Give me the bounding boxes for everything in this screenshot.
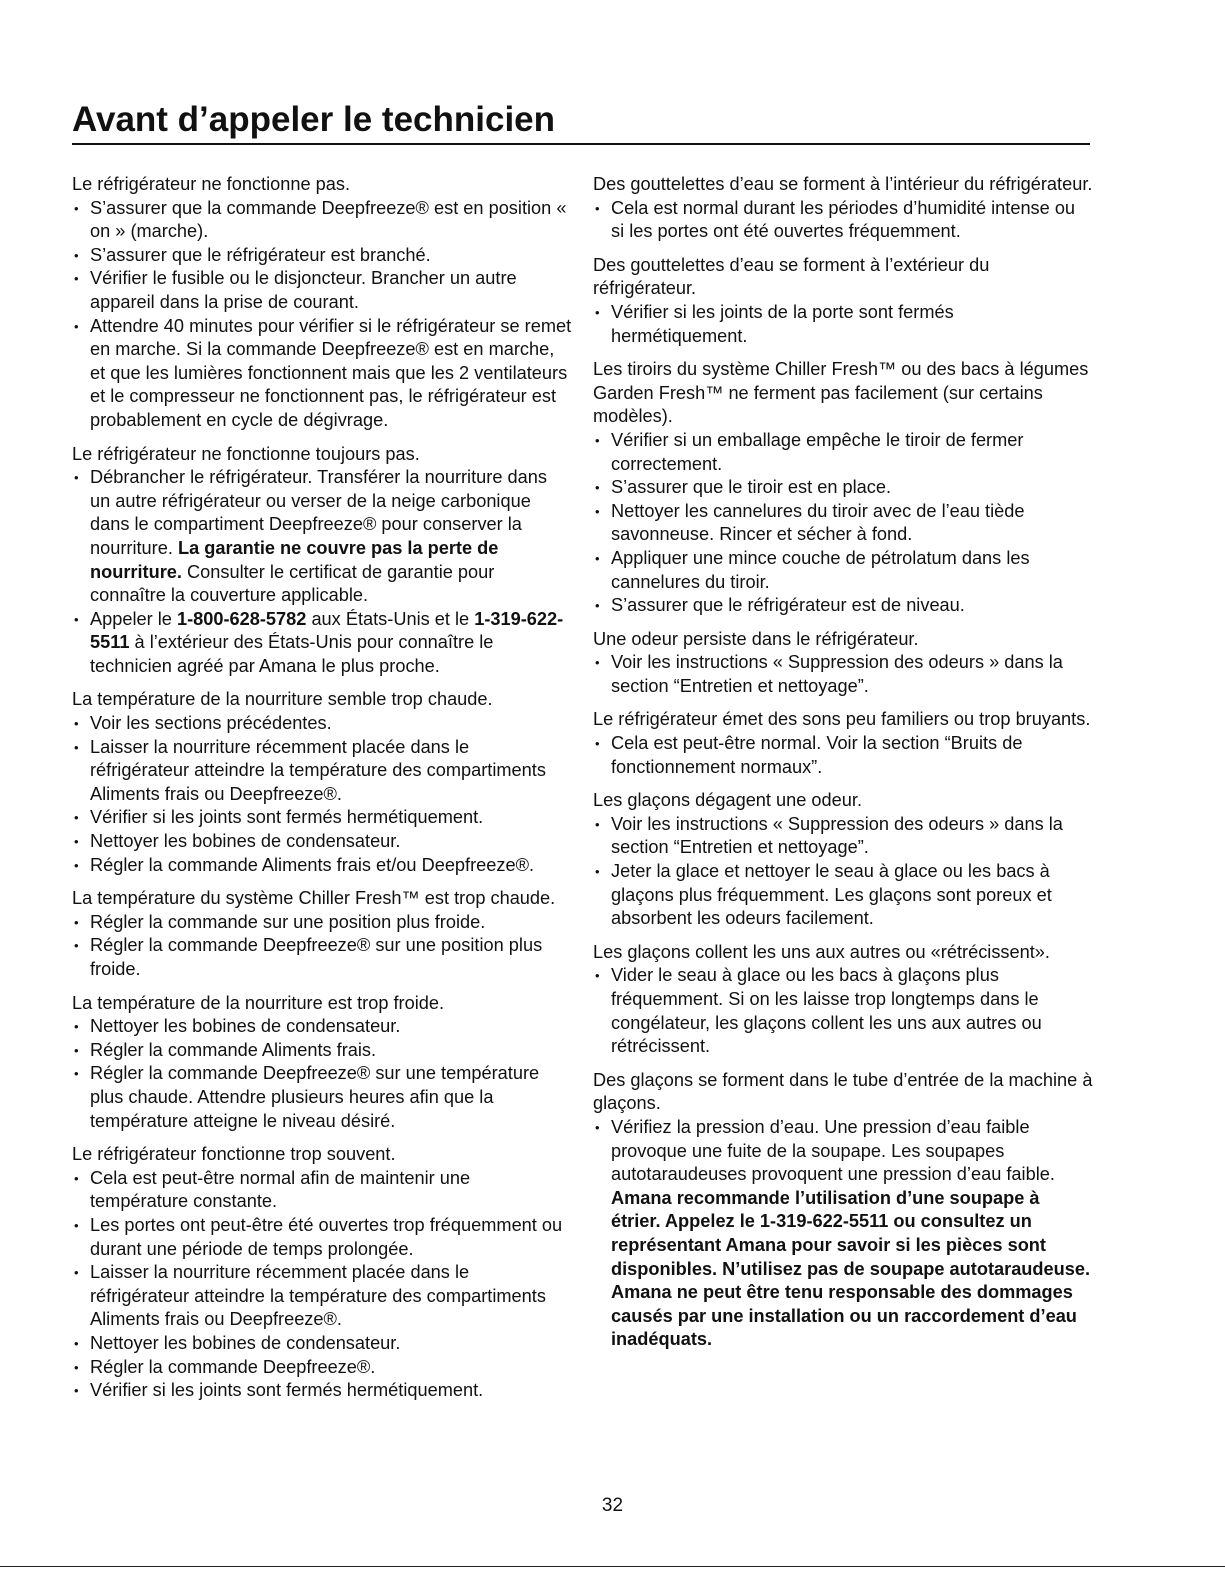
section-heading: Des gouttelettes d’eau se forment à l’intérieur du réfrigérateur. xyxy=(593,174,1093,194)
bold-text: 1-319-622-5511 xyxy=(90,608,564,653)
bottom-rule xyxy=(0,1566,1225,1567)
text-segment: Cela est peut-être normal. Voir la section “Bruits de fonctionnement normaux”. xyxy=(611,733,1023,777)
text-segment: Appliquer une mince couche de pétrolatum dans les cannelures du tiroir. xyxy=(611,547,1030,592)
troubleshooting-section xyxy=(593,358,1093,618)
bullet-list xyxy=(593,429,1093,618)
bullet-list xyxy=(72,197,572,433)
bold-text: 1-800-628-5782 xyxy=(176,608,307,629)
bullet-list xyxy=(593,964,1093,1058)
list-item xyxy=(593,500,1093,547)
text-segment: Régler la commande Deepfreeze®. xyxy=(90,1356,376,1377)
troubleshooting-section xyxy=(72,1143,572,1403)
list-item xyxy=(72,608,572,679)
text-segment: Voir les sections précédentes. xyxy=(90,713,332,734)
title-rule xyxy=(72,143,1090,145)
text-segment: Vérifier si un emballage empêche le tiroir de fermer correctement. xyxy=(611,429,1024,474)
bullet-list xyxy=(72,712,572,877)
bold-text: La garantie ne couvre pas la perte de nourriture. xyxy=(90,537,499,582)
bullet-list xyxy=(72,911,572,982)
bold-text: Amana recommande l’utilisation d’une soupape à étrier. Appelez le 1-319-622-5511 ou consultez un représentant Amana pour savoir si les pièces sont disponibles. N’utilisez pas de soupape autotaraudeuse. Amana ne peut être tenu responsable des dommages causés par une installation ou un raccordement d’eau inadéquats. xyxy=(611,1187,1091,1350)
section-heading: Le réfrigérateur émet des sons peu familiers ou trop bruyants. xyxy=(593,709,1091,730)
list-item xyxy=(72,244,572,268)
list-item xyxy=(593,651,1093,698)
text-segment: S’assurer que le tiroir est en place. xyxy=(611,477,892,498)
section-heading: Le réfrigérateur fonctionne trop souvent. xyxy=(72,1144,396,1165)
text-segment: Régler la commande Aliments frais et/ou Deepfreeze®. xyxy=(90,854,535,875)
section-heading: Le réfrigérateur ne fonctionne pas. xyxy=(72,174,351,194)
troubleshooting-section xyxy=(72,443,572,679)
troubleshooting-section xyxy=(593,789,1093,931)
section-heading: Les tiroirs du système Chiller Fresh™ ou des bacs à légumes Garden Fresh™ ne ferment pas facilement (sur certains modèles). xyxy=(593,359,1089,427)
list-item xyxy=(72,911,572,935)
list-item xyxy=(72,712,572,736)
text-segment: Vérifiez la pression d’eau. Une pression d’eau faible provoque une fuite de la soupape. Les soupapes autotaraudeuses provoquent une pression d’eau faible. xyxy=(611,1116,1055,1185)
troubleshooting-section xyxy=(593,173,1093,244)
text-segment: Vider le seau à glace ou les bacs à glaçons plus fréquemment. Si on les laisse trop longtemps dans le congélateur, les glaçons collent les uns aux autres ou rétrécissent. xyxy=(611,965,1042,1057)
list-item xyxy=(593,860,1093,931)
text-segment: aux États-Unis et le xyxy=(306,608,475,629)
text-segment: Consulter le certificat de garantie pour connaître la couverture applicable. xyxy=(90,561,495,606)
text-segment: S’assurer que le réfrigérateur est branché. xyxy=(90,244,431,265)
text-segment: S’assurer que le réfrigérateur est de niveau. xyxy=(611,595,965,616)
list-item xyxy=(593,301,1093,348)
text-segment: Vérifier le fusible ou le disjoncteur. Brancher un autre appareil dans la prise de courant. xyxy=(90,268,517,312)
text-segment: Laisser la nourriture récemment placée dans le réfrigérateur atteindre la température des compartiments Aliments frais ou Deepfreeze®. xyxy=(90,1262,546,1330)
troubleshooting-section xyxy=(72,887,572,981)
list-item xyxy=(593,476,1093,500)
text-segment: Vérifier si les joints sont fermés hermétiquement. xyxy=(90,807,484,828)
text-segment: Jeter la glace et nettoyer le seau à glace ou les bacs à glaçons plus fréquemment. Les glaçons sont poreux et absorbent les odeurs facilement. xyxy=(611,861,1052,929)
list-item xyxy=(72,1214,572,1261)
text-segment: Régler la commande sur une position plus froide. xyxy=(90,911,486,932)
page-title: Avant d’appeler le technicien xyxy=(72,100,556,139)
bullet-list xyxy=(593,301,1093,348)
section-heading: Des gouttelettes d’eau se forment à l’extérieur du réfrigérateur. xyxy=(593,254,990,299)
list-item xyxy=(72,1379,572,1403)
section-heading: Les glaçons dégagent une odeur. xyxy=(593,790,862,811)
text-segment: Débrancher le réfrigérateur. Transférer la nourriture dans un autre réfrigérateur ou verser de la neige carbonique dans le compartiment Deepfreeze® pour conserver la nourriture. xyxy=(90,467,547,558)
text-segment: S’assurer que la commande Deepfreeze® est en position « on » (marche). xyxy=(90,197,567,242)
text-segment: Nettoyer les cannelures du tiroir avec de l’eau tiède savonneuse. Rincer et sécher à fond. xyxy=(611,500,1025,545)
list-item xyxy=(593,964,1093,1058)
text-segment: Régler la commande Deepfreeze® sur une température plus chaude. Attendre plusieurs heures afin que la température atteigne le niveau désiré. xyxy=(90,1063,540,1131)
text-segment: Appeler le xyxy=(90,608,177,629)
text-segment: Voir les instructions « Suppression des odeurs » dans la section “Entretien et nettoyage”. xyxy=(611,813,1063,858)
text-segment: Nettoyer les bobines de condensateur. xyxy=(90,1016,401,1037)
bullet-list xyxy=(593,651,1093,698)
text-segment: Les portes ont peut-être été ouvertes trop fréquemment ou durant une période de temps prolongée. xyxy=(90,1214,563,1259)
bullet-list xyxy=(593,1116,1093,1352)
list-item xyxy=(72,1039,572,1063)
section-heading: Des glaçons se forment dans le tube d’entrée de la machine à glaçons. xyxy=(593,1069,1093,1114)
list-item xyxy=(72,197,572,244)
text-segment: Cela est normal durant les périodes d’humidité intense ou si les portes ont été ouvertes fréquemment. xyxy=(611,197,1076,242)
list-item xyxy=(593,429,1093,476)
section-heading: La température de la nourriture semble trop chaude. xyxy=(72,689,493,710)
text-segment: à l’extérieur des États-Unis pour connaître le technicien agréé par Amana le plus proche. xyxy=(90,632,494,676)
section-heading: Le réfrigérateur ne fonctionne toujours pas. xyxy=(72,443,420,464)
list-item xyxy=(593,197,1093,244)
text-segment: Cela est peut-être normal afin de maintenir une température constante. xyxy=(90,1167,471,1212)
section-heading: Une odeur persiste dans le réfrigérateur. xyxy=(593,628,919,649)
bullet-list xyxy=(593,732,1093,779)
text-segment: Voir les instructions « Suppression des odeurs » dans la section “Entretien et nettoyage”. xyxy=(611,652,1063,696)
list-item xyxy=(72,1332,572,1356)
text-segment: Nettoyer les bobines de condensateur. xyxy=(90,831,401,852)
troubleshooting-section xyxy=(593,708,1093,779)
text-segment: Régler la commande Deepfreeze® sur une position plus froide. xyxy=(90,935,543,979)
list-item xyxy=(72,466,572,608)
text-segment: Vérifier si les joints de la porte sont fermés hermétiquement. xyxy=(611,301,954,346)
bullet-list xyxy=(593,813,1093,931)
list-item xyxy=(72,1015,572,1039)
bullet-list xyxy=(72,466,572,678)
left-column xyxy=(72,173,572,1413)
list-item xyxy=(72,1356,572,1380)
right-column xyxy=(593,173,1093,1362)
section-heading: La température de la nourriture est trop froide. xyxy=(72,992,445,1013)
bullet-list xyxy=(72,1167,572,1403)
list-item xyxy=(593,1116,1093,1352)
troubleshooting-section xyxy=(72,173,572,433)
bullet-list xyxy=(72,1015,572,1133)
text-segment: Régler la commande Aliments frais. xyxy=(90,1039,377,1060)
list-item xyxy=(72,1062,572,1133)
troubleshooting-section xyxy=(72,992,572,1134)
troubleshooting-section xyxy=(593,628,1093,699)
list-item xyxy=(593,813,1093,860)
text-segment: Laisser la nourriture récemment placée dans le réfrigérateur atteindre la température des compartiments Aliments frais ou Deepfreeze®. xyxy=(90,736,546,804)
text-segment: Vérifier si les joints sont fermés hermétiquement. xyxy=(90,1380,484,1401)
list-item xyxy=(593,732,1093,779)
troubleshooting-section xyxy=(593,941,1093,1059)
list-item xyxy=(72,854,572,878)
troubleshooting-section xyxy=(593,1069,1093,1352)
list-item xyxy=(593,594,1093,618)
section-heading: La température du système Chiller Fresh™ est trop chaude. xyxy=(72,888,556,909)
list-item xyxy=(72,806,572,830)
list-item xyxy=(593,547,1093,594)
text-segment: Nettoyer les bobines de condensateur. xyxy=(90,1332,401,1353)
troubleshooting-section xyxy=(593,254,1093,348)
list-item xyxy=(72,830,572,854)
list-item xyxy=(72,1261,572,1332)
list-item xyxy=(72,934,572,981)
list-item xyxy=(72,736,572,807)
page-number: 32 xyxy=(601,1495,624,1516)
text-segment: Attendre 40 minutes pour vérifier si le réfrigérateur se remet en marche. Si la commande Deepfreeze® est en marche, et que les lumières fonctionnent mais que les 2 ventilateurs et le compresseur ne fonctionnent pas, le réfrigérateur est probablement en cycle de dégivrage. xyxy=(90,315,572,430)
list-item xyxy=(72,267,572,314)
troubleshooting-section xyxy=(72,688,572,877)
bullet-list xyxy=(593,197,1093,244)
list-item xyxy=(72,315,572,433)
list-item xyxy=(72,1167,572,1214)
section-heading: Les glaçons collent les uns aux autres ou «rétrécissent». xyxy=(593,941,1050,962)
